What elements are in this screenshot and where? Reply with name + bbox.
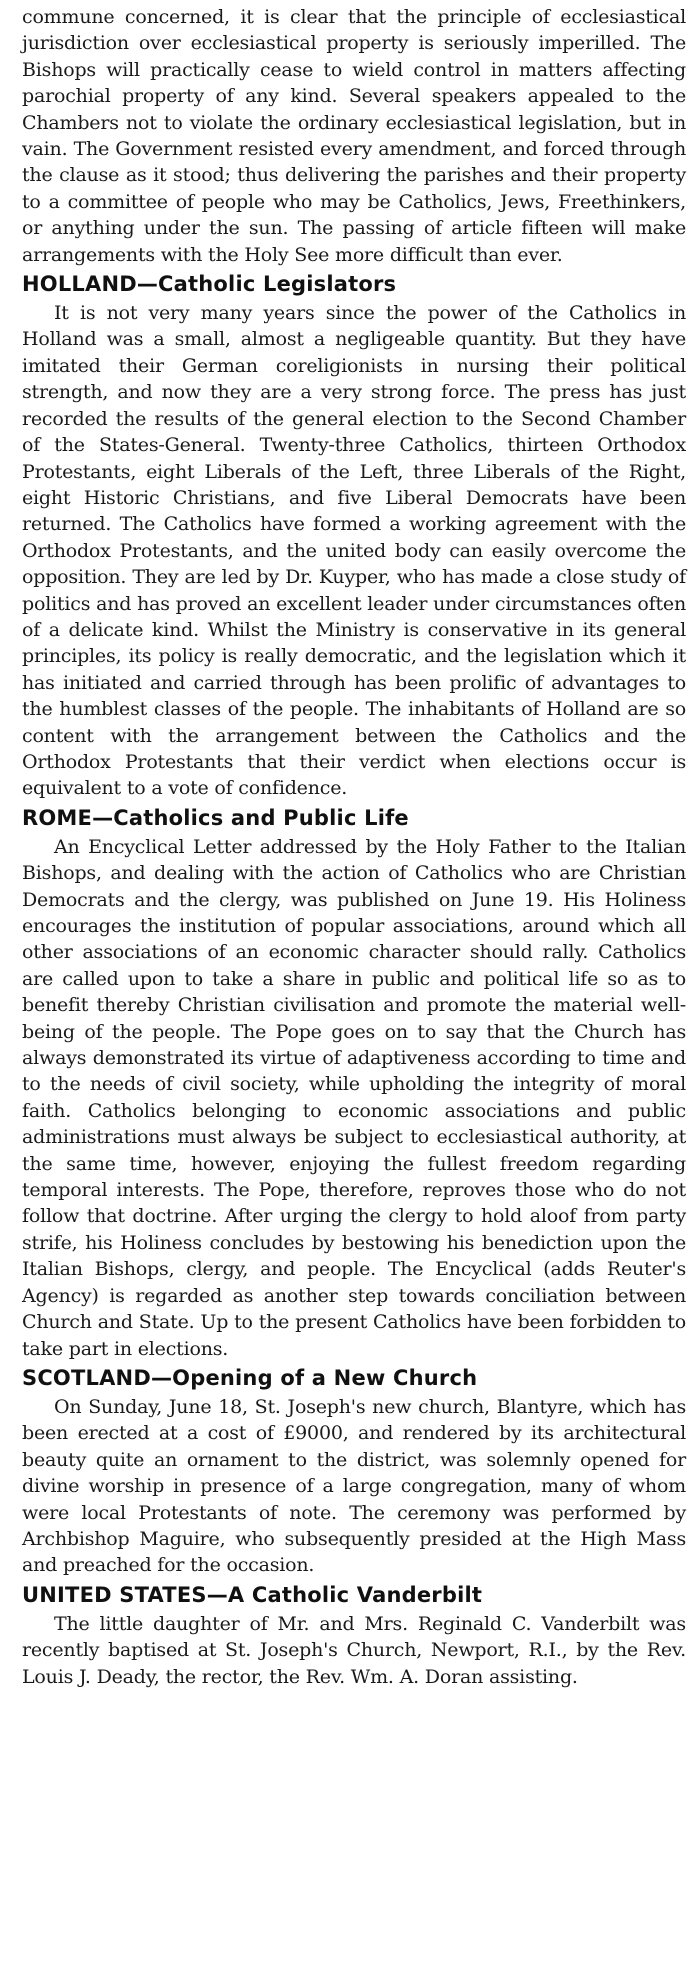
holland-paragraph: It is not very many years since the power of the Catholics in Holland was a small, almost a negligeable quantity. But they have imitated their German coreligionists in nursing their political strength, and now they are a very strong force. The press has just recorded the results of the general election to the Second Chamber of the States-General. Twenty-three Catholics, thirteen Orthodox Protestants, eight Liberals of the Left, three Liberals of the Right, eight Historic Christians, and five Liberal Democrats have been returned. The Catholics have formed a working agreement with the Orthodox Protestants, and the united body can easily overcome the opposition. They are led by Dr. Kuyper, who has made a close study of politics and has proved an excellent leader under circumstances often of a delicate kind. Whilst the Ministry is conservative in its general principles, its policy is really democratic, and the legislation which it has initiated and carried through has been prolific of advantages to the humblest classes of the people. The inhabitants of Holland are so content with the arrangement between the Catholics and the Orthodox Protestants that their verdict when elections occur is equivalent to a vote of confidence. (22, 302, 686, 800)
rome-heading: ROME—Catholics and Public Life (22, 805, 409, 830)
scotland-paragraph: On Sunday, June 18, St. Joseph's new church, Blantyre, which has been erected at a cost of £9000, and rendered by its architectural beauty quite an ornament to the district, was solemnly opened for divine worship in presence of a large congregation, many of whom were local Protestants of note. The ceremony was performed by Archbishop Maguire, who subsequently presided at the High Mass and preached for the occasion. (22, 1395, 686, 1577)
united-states-paragraph: The little daughter of Mr. and Mrs. Reginald C. Vanderbilt was recently baptised at St. Joseph's Church, Newport, R.I., by the Rev. Louis J. Deady, the rector, the Rev. Wm. A. Doran assisting. (22, 1612, 686, 1688)
rome-paragraph: An Encyclical Letter addressed by the Holy Father to the Italian Bishops, and dealing with the action of Catholics who are Christian Democrats and the clergy, was published on June 19. His Holiness encourages the institution of popular associations, around which all other associations of an economic character should rally. Catholics are called upon to take a share in public and political life so as to benefit thereby Christian civilisation and promote the material well-being of the people. The Pope goes on to say that the Church has always demonstrated its virtue of adaptiveness according to time and to the needs of civil society, while upholding the integrity of moral faith. Catholics belonging to economic associations and public administrations must always be subject to ecclesiastical authority, at the same time, however, enjoying the fullest freedom regarding temporal interests. The Pope, therefore, reproves those who do not follow that doctrine. After urging the clergy to hold aloof from party strife, his Holiness concludes by bestowing his benediction upon the Italian Bishops, clergy, and people. The Encyclical (adds Reuter's Agency) is regarded as another step towards conciliation between Church and State. Up to the present Catholics have been forbidden to take part in elections. (22, 835, 686, 1360)
scotland-heading: SCOTLAND—Opening of a New Church (22, 1365, 478, 1390)
france-continuation-paragraph: commune concerned, it is clear that the principle of ecclesiastical jurisdiction over ecclesiastical property is seriously imperilled. The Bishops will practically cease to wield control in matters affecting parochial property of any kind. Several speakers appealed to the Chambers not to violate the ordinary ecclesiastical legislation, but in vain. The Government resisted every amendment, and forced through the clause as it stood; thus delivering the parishes and their property to a committee of people who may be Catholics, Jews, Freethinkers, or anything under the sun. The passing of article fifteen will make arrangements with the Holy See more difficult than ever. (22, 6, 686, 266)
united-states-heading: UNITED STATES—A Catholic Vanderbilt (22, 1582, 483, 1607)
holland-heading: HOLLAND—Catholic Legislators (22, 272, 397, 297)
